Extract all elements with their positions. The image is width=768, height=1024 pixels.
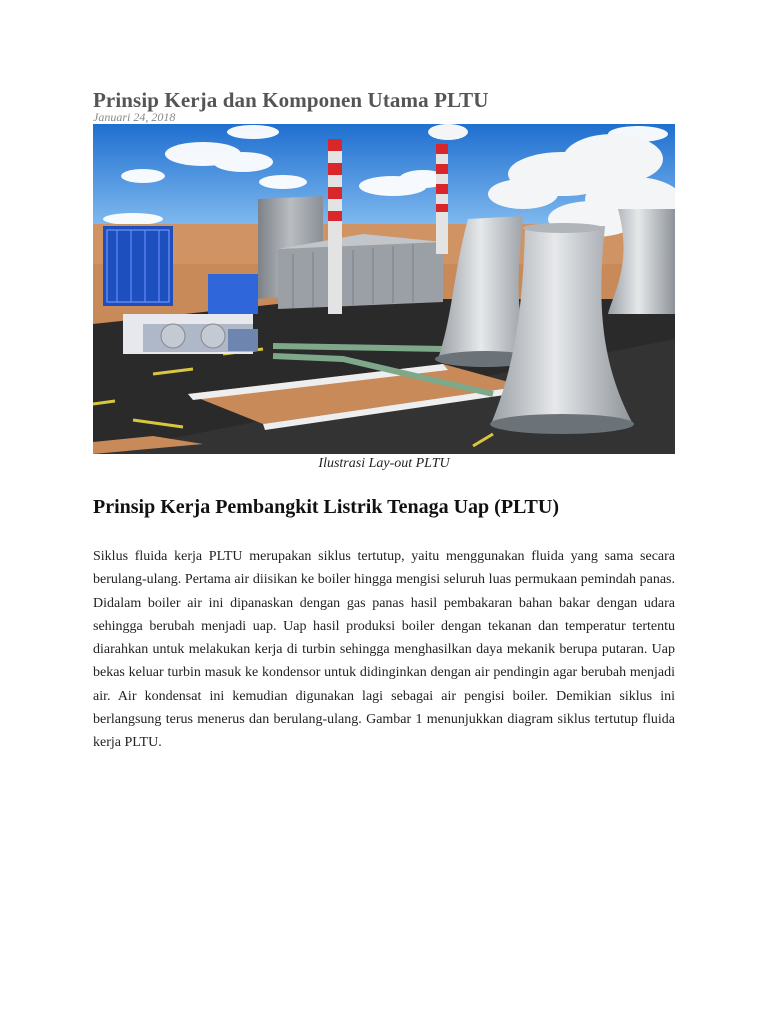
document-title: Prinsip Kerja dan Komponen Utama PLTU <box>93 88 489 112</box>
turbine-hall-equipment <box>123 314 258 354</box>
chimney-left <box>328 139 342 314</box>
figure-caption: Ilustrasi Lay-out PLTU <box>318 456 450 471</box>
pltu-layout-illustration <box>93 124 675 454</box>
section-heading: Prinsip Kerja Pembangkit Listrik Tenaga Uap (PLTU) <box>93 496 559 518</box>
body-paragraph: Siklus fluida kerja PLTU merupakan siklus tertutup, yaitu menggunakan fluida yang sama secara berulang-ulang. Pertama air diisikan ke boiler hingga mengisi seluruh luas permukaan pemindah panas. Didalam boiler air ini dipanaskan dengan gas panas hasil pembakaran bahan bakar dengan udara sehingga berubah menjadi uap. Uap hasil produksi boiler dengan tekanan dan temperatur tertentu diarahkan untuk melakukan kerja di turbin sehingga menghasilkan daya mekanik berupa putaran. Uap bekas keluar turbin masuk ke kondensor untuk didinginkan dengan air pendingin agar berubah menjadi air. Air kondensat ini kemudian digunakan lagi sebagai air pengisi boiler. Demikian siklus ini berlangsung terus menerus dan berulang-ulang. Gambar 1 menunjukkan diagram siklus tertutup fluida kerja PLTU. <box>93 549 675 751</box>
publish-date: Januari 24, 2018 <box>93 110 176 124</box>
chimney-right <box>436 144 448 254</box>
